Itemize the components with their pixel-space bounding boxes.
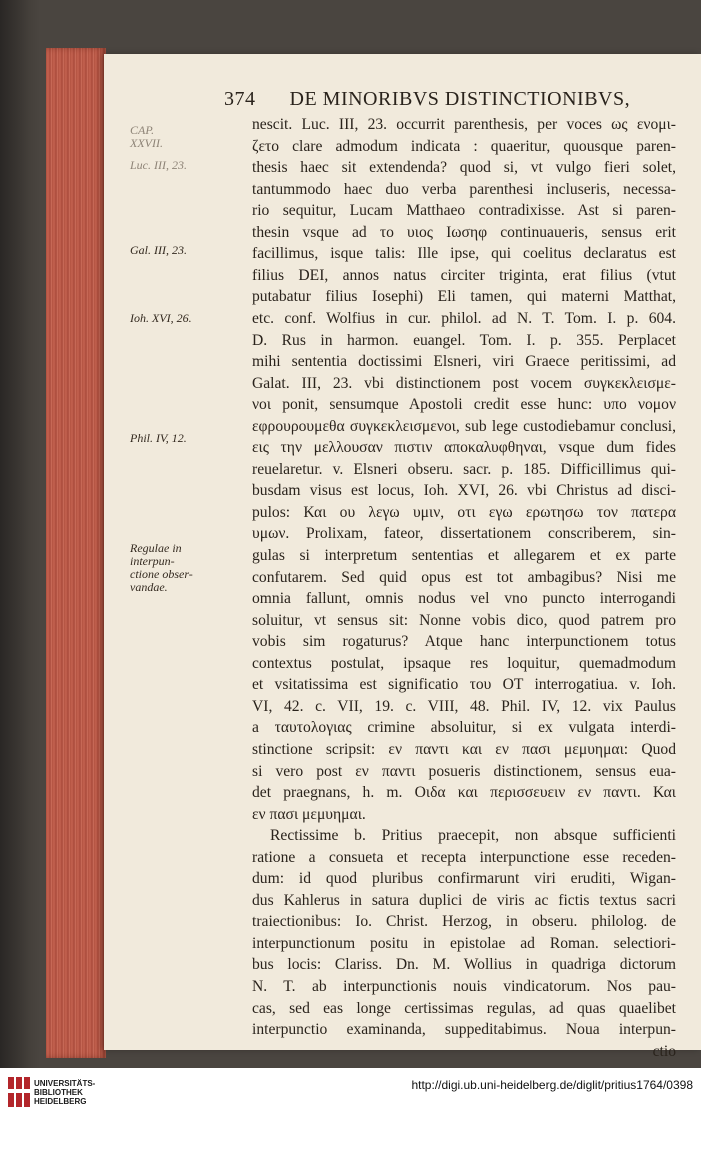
text-line: cas, sed eas longe certissimas regulas, ad quas quaelibet [252,999,676,1017]
library-logo [8,1075,128,1135]
text-line: rio sequitur, Lucam Matthaeo contradixisse. Ast si paren- [252,202,676,220]
page-header [224,88,684,116]
text-line: busdam visus est locus, Ioh. XVI, 26. vbi Christus ad disci- [252,482,676,500]
text-line: νοι ponit, sensumque Apostoli credit esse hunc: υπο νομον [252,396,676,414]
text-line: Galat. III, 23. vbi distinctionem post vocem συγκεκλεισμε- [252,374,676,392]
text-line: a ταυτολογιας crimine absoluitur, si ex vulgata interdi- [252,719,676,737]
book-page-edges [46,48,106,1058]
text-line: stinctione scripsit: εν παντι και εν πασι μεμυημαι: Quod [252,740,676,758]
text-line: mihi sententia doctissimi Elsneri, viri Graece peritissimi, ad [252,353,676,371]
text-line: εν πασι μεμυημαι. [252,805,366,823]
text-line: omnia fallunt, omnis nodus vel vno puncto interrogandi [252,590,676,608]
logo-text-line: BIBLIOTHEK [34,1088,83,1097]
text-line: pulos: Και ου λεγω υμιν, οτι εγω ερωτησω τον πατερα [252,503,676,521]
margin-note-line: Gal. III, 23. [130,243,187,257]
text-line: reuelaretur. v. Elsneri obseru. sacr. p. 185. Difficillimus qui- [252,460,676,478]
footer-bar [0,1068,701,1149]
text-line: gulas si interpretum sententias et allegarem et ex parte [252,547,676,564]
page-number: 374 [224,88,256,110]
margin-note-line: CAP. [130,123,155,137]
source-url-link[interactable]: http://digi.ub.uni-heidelberg.de/diglit/pritius1764/0398 [411,1078,693,1092]
margin-note-line: vandae. [130,580,168,594]
text-line: ratione a consueta et recepta interpunctione esse receden- [252,848,676,866]
text-line: ζετο clare admodum indicata : quaeritur, quousque paren- [252,137,676,155]
text-line: contextus postulat, ipsaque res loquitur, quemadmodum [252,654,676,672]
text-line: εφρουρουμεθα συγκεκλεισμενοι, sub lege custodiebamur conclusi, [252,417,676,435]
text-line: vobis sim rogaturus? Atque hanc interpunctionem totus [252,633,676,651]
margin-note [130,244,187,257]
margin-note-line: interpun- [130,554,175,568]
margin-note-line: Phil. IV, 12. [130,431,187,445]
text-line: dum: id quod pluribus confirmarunt viri eruditi, Wigan- [252,870,676,888]
margin-note [130,312,192,325]
text-line: filius DEI, annos natus circiter triginta, erat filius (vtut [252,266,676,284]
text-line: si vero post εν παντι posueris distinctionem, sensus eua- [252,762,676,780]
text-line: det praegnans, h. m. Οιδα και περισσευειν εν παντι. Και [252,784,676,802]
text-line: etc. conf. Wolfius in cur. philol. ad N. T. Tom. I. p. 604. [252,309,676,327]
text-line: thesin vsque ad το υιος Ιωσηφ continuaueris, sensus erit [252,223,676,241]
text-line: et vsitatissima est significatio του ΟΤ interrogatiua. v. Ioh. [252,676,676,694]
library-logo-text [34,1079,95,1106]
margin-note [130,124,163,150]
text-line: υμων. Prolixam, fateor, dissertationem conscriberem, sin- [252,525,676,543]
book-page [104,54,701,1060]
text-line: facillimus, isque talis: Ille ipse, qui coelitus declaratus est [252,245,676,263]
text-line: interpunctionum positu in epistolae ad Roman. selectiori- [252,934,676,952]
margin-note [130,432,187,445]
text-line: VI, 42. c. VII, 19. c. VIII, 48. Phil. IV, 12. vix Paulus [252,697,676,715]
text-line: thesis haec sit extendenda? quod si, vt vulgo fieri solet, [252,159,676,177]
running-title: DE MINORIBVS DISTINCTIONIBVS, [289,88,631,110]
text-line: dus Kahlerus in satura duplici de viris ac fictis textus sacri [252,891,676,909]
margin-note-line: XXVII. [130,136,163,150]
text-line: εις την μελλουσαν πιστιν αποκαλυφθηναι, vsque dum fides [252,439,676,457]
margin-note-line: Regulae in [130,541,182,555]
margin-note [130,542,193,594]
text-line: interpunctio examinanda, suppeditabimus. Noua interpun- [252,1021,676,1039]
text-line: traiectionibus: Io. Christ. Herzog, in obseru. philolog. de [252,913,676,931]
margin-note [130,159,187,172]
margin-note-line: ctione obser- [130,567,193,581]
text-line: bus locis: Clariss. Dn. M. Wollius in quadriga dictorum [252,956,676,974]
margin-note-line: Ioh. XVI, 26. [130,311,192,325]
text-line: Rectissime b. Pritius praecepit, non absque sufficienti [270,827,676,845]
text-line: N. T. ab interpunctionis nouis vindicatorum. Nos pau- [252,978,676,995]
text-line: nescit. Luc. III, 23. occurrit parenthesis, per voces ως ενομι- [252,116,676,133]
text-line: putabatur filius Iosephi) Eli tamen, qui materni Matthat, [252,288,676,306]
text-line: confutarem. Sed quid opus est tot ambagibus? Nisi me [252,568,676,586]
library-logo-icon [8,1077,30,1107]
text-line: D. Rus in harmon. euangel. Tom. I. p. 355. Perplacet [252,331,676,349]
logo-text-line: UNIVERSITÄTS- [34,1079,96,1088]
logo-text-line: HEIDELBERG [34,1097,87,1106]
text-line: ctio [652,1042,676,1060]
text-line: tantummodo haec duo verba parenthesi incluseris, necessa- [252,180,676,198]
margin-note-line: Luc. III, 23. [130,158,187,172]
text-line: soluitur, vt sensus sit: Nonne vobis dico, quod patrem pro [252,611,676,629]
